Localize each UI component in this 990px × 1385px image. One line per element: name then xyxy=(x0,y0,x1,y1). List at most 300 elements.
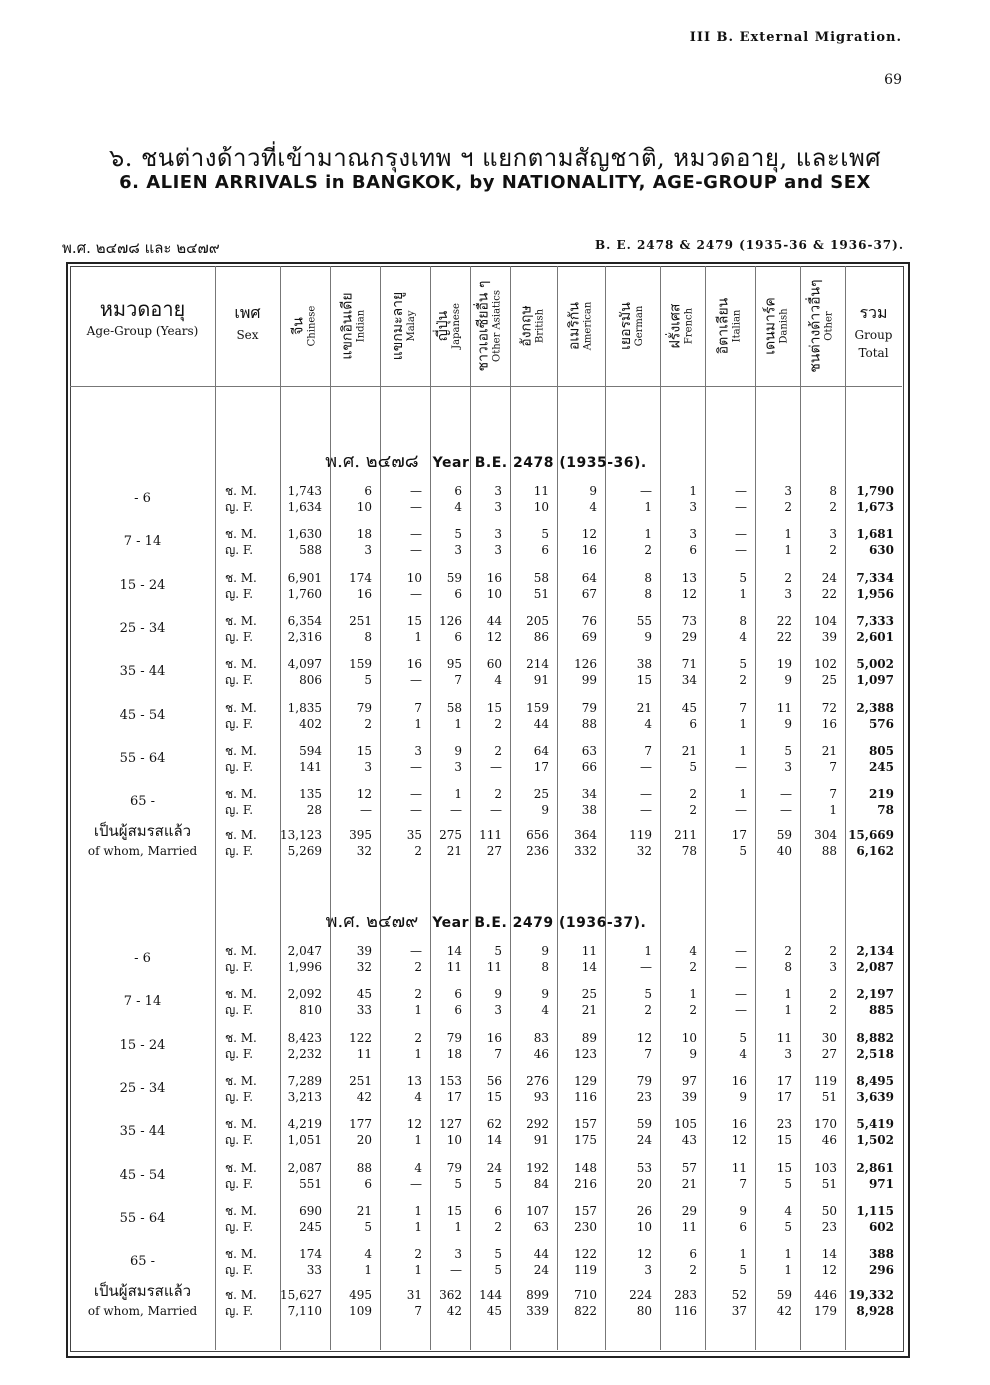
nationality-thai: เดนมาร์ค xyxy=(762,297,779,355)
table-cell: 119 xyxy=(629,828,652,842)
table-cell: 102 xyxy=(814,657,837,671)
table-cell: 21 xyxy=(681,1177,697,1191)
table-cell: 21 xyxy=(681,744,697,758)
table-cell: — xyxy=(735,500,747,514)
table-cell: 656 xyxy=(526,828,549,842)
table-cell: 395 xyxy=(349,828,372,842)
nationality-header xyxy=(755,266,800,386)
table-cell: 9 xyxy=(589,484,597,498)
table-cell: — xyxy=(410,673,422,687)
table-cell: 15 xyxy=(356,744,372,758)
group-total-cell: 8,882 xyxy=(856,1031,894,1045)
table-cell: 551 xyxy=(299,1177,322,1191)
table-cell: 7 xyxy=(494,1047,502,1061)
table-cell: 42 xyxy=(776,1304,792,1318)
table-cell: 2 xyxy=(414,844,422,858)
table-cell: 62 xyxy=(486,1117,502,1131)
table-cell: 76 xyxy=(581,614,597,628)
table-cell: 1 xyxy=(414,630,422,644)
table-cell: 9 xyxy=(454,744,462,758)
table-cell: 6 xyxy=(454,587,462,601)
table-cell: 9 xyxy=(689,1047,697,1061)
title-thai: ๖. ชนต่างด้าวที่เข้ามาณกรุงเทพ ฯ แยกตามสัญชาติ, หมวดอายุ, และเพศ xyxy=(108,144,882,172)
table-cell: 5,269 xyxy=(287,844,322,858)
table-cell: 8 xyxy=(541,960,549,974)
table-cell: 283 xyxy=(674,1288,697,1302)
table-cell: 15 xyxy=(486,1090,502,1104)
table-cell: — xyxy=(410,587,422,601)
table-cell: 177 xyxy=(349,1117,372,1131)
age-group-label: - 6 xyxy=(134,491,151,506)
table-cell: 402 xyxy=(299,717,322,731)
table-cell: 1 xyxy=(414,1220,422,1234)
sex-label-female: ญ. F. xyxy=(225,1047,254,1061)
table-cell: 3 xyxy=(494,543,502,557)
group-total-cell: 576 xyxy=(868,717,894,731)
table-cell: 304 xyxy=(814,828,837,842)
table-cell: 10 xyxy=(486,587,502,601)
group-total-cell: 885 xyxy=(868,1003,894,1017)
table-cell: 4 xyxy=(784,1204,792,1218)
table-cell: 33 xyxy=(356,1003,372,1017)
sex-label-female: ญ. F. xyxy=(225,803,254,817)
group-total-cell: 2,197 xyxy=(856,987,894,1001)
sex-label-male: ช. M. xyxy=(225,1288,257,1302)
table-cell: 10 xyxy=(533,500,549,514)
period-thai: พ.ศ. ๒๔๗๘ และ ๒๔๗๙ xyxy=(62,239,220,257)
table-cell: 44 xyxy=(486,614,502,628)
sex-label-male: ช. M. xyxy=(225,1074,257,1088)
table-cell: 79 xyxy=(581,701,597,715)
table-cell: 80 xyxy=(636,1304,652,1318)
table-cell: 122 xyxy=(574,1247,597,1261)
table-cell: 59 xyxy=(636,1117,652,1131)
table-cell: 7 xyxy=(829,787,837,801)
table-cell: 58 xyxy=(446,701,462,715)
table-cell: 5 xyxy=(494,1177,502,1191)
table-cell: 21 xyxy=(581,1003,597,1017)
table-cell: 1 xyxy=(414,717,422,731)
table-cell: 6 xyxy=(454,484,462,498)
age-group-label: 25 - 34 xyxy=(119,621,166,636)
table-cell: 2 xyxy=(829,1003,837,1017)
group-total-cell: 971 xyxy=(868,1177,894,1191)
table-cell: 127 xyxy=(439,1117,462,1131)
table-cell: 59 xyxy=(446,571,462,585)
table-cell: 2 xyxy=(784,944,792,958)
table-cell: 4 xyxy=(541,1003,549,1017)
table-cell: 11 xyxy=(581,944,597,958)
table-cell: 32 xyxy=(356,844,372,858)
group-total-cell: 5,002 xyxy=(856,657,894,671)
table-cell: 10 xyxy=(356,500,372,514)
group-total-cell: 2,388 xyxy=(856,701,894,715)
table-cell: 3 xyxy=(494,500,502,514)
table-cell: 3 xyxy=(494,484,502,498)
table-cell: — xyxy=(780,787,792,801)
nationality-header xyxy=(800,266,845,386)
table-cell: 11 xyxy=(533,484,549,498)
table-cell: 2 xyxy=(829,543,837,557)
table-cell: 6 xyxy=(494,1204,502,1218)
table-cell: 4 xyxy=(454,500,462,514)
table-cell: 21 xyxy=(446,844,462,858)
table-cell: 3 xyxy=(784,484,792,498)
table-cell: 16 xyxy=(486,1031,502,1045)
table-cell: — xyxy=(735,960,747,974)
table-cell: 144 xyxy=(479,1288,502,1302)
table-cell: 9 xyxy=(739,1204,747,1218)
group-total-cell: 1,790 xyxy=(856,484,894,498)
nationality-header xyxy=(705,266,755,386)
table-cell: 170 xyxy=(814,1117,837,1131)
table-cell: 52 xyxy=(731,1288,747,1302)
group-total-cell: 245 xyxy=(868,760,894,774)
table-cell: 174 xyxy=(299,1247,322,1261)
table-cell: 1 xyxy=(784,1263,792,1277)
table-cell: 31 xyxy=(406,1288,422,1302)
table-cell: 2 xyxy=(739,673,747,687)
table-cell: 11 xyxy=(776,1031,792,1045)
nationality-thai: อังกฤษ xyxy=(518,305,535,347)
table-cell: 7 xyxy=(644,744,652,758)
nationality-english: British xyxy=(534,308,546,344)
nationality-header xyxy=(430,266,470,386)
table-cell: 13 xyxy=(406,1074,422,1088)
group-total-cell: 1,115 xyxy=(856,1204,894,1218)
age-group-label: - 6 xyxy=(134,951,151,966)
table-cell: 20 xyxy=(356,1133,372,1147)
table-cell: 2 xyxy=(829,987,837,1001)
sex-label-male: ช. M. xyxy=(225,571,257,585)
table-cell: 5 xyxy=(784,744,792,758)
table-cell: 29 xyxy=(681,630,697,644)
table-cell: 214 xyxy=(526,657,549,671)
sex-label-male: ช. M. xyxy=(225,1117,257,1131)
group-total-cell: 1,956 xyxy=(856,587,894,601)
sex-label-female: ญ. F. xyxy=(225,1003,254,1017)
table-cell: 5 xyxy=(494,1247,502,1261)
nationality-header-label xyxy=(809,279,837,372)
table-cell: 7 xyxy=(454,673,462,687)
sex-label-female: ญ. F. xyxy=(225,630,254,644)
table-cell: 9 xyxy=(494,987,502,1001)
table-cell: 11 xyxy=(731,1161,747,1175)
table-cell: 2,092 xyxy=(287,987,322,1001)
table-cell: 1,760 xyxy=(287,587,322,601)
table-cell: 275 xyxy=(439,828,462,842)
table-cell: 2 xyxy=(784,500,792,514)
sex-label-female: ญ. F. xyxy=(225,673,254,687)
married-label-thai: เป็นผู้สมรสแล้ว xyxy=(93,1282,192,1300)
table-cell: 67 xyxy=(581,587,597,601)
nationality-thai: ฝรั่งเศส xyxy=(667,303,684,349)
group-total-cell: 5,419 xyxy=(856,1117,894,1131)
table-cell: — xyxy=(410,527,422,541)
sex-label-male: ช. M. xyxy=(225,1161,257,1175)
table-cell: 10 xyxy=(681,1031,697,1045)
table-cell: 1 xyxy=(364,1263,372,1277)
table-cell: 2 xyxy=(414,1031,422,1045)
age-group-label: 15 - 24 xyxy=(119,578,166,593)
table-cell: 88 xyxy=(581,717,597,731)
table-cell: 12 xyxy=(581,527,597,541)
table-cell: 1 xyxy=(784,527,792,541)
table-cell: 91 xyxy=(533,673,549,687)
nationality-thai: ชาวเอเซียอื่น ๆ xyxy=(475,280,492,372)
table-cell: 6,354 xyxy=(287,614,322,628)
table-cell: 50 xyxy=(821,1204,837,1218)
group-total-cell: 2,861 xyxy=(856,1161,894,1175)
nationality-english: Indian xyxy=(356,309,368,343)
table-cell: 135 xyxy=(299,787,322,801)
age-group-header-thai: หมวดอายุ xyxy=(99,297,186,321)
table-cell: 2 xyxy=(689,803,697,817)
table-cell: 1 xyxy=(414,1003,422,1017)
table-cell: 83 xyxy=(533,1031,549,1045)
nationality-thai: ญี่ปุ่น xyxy=(435,310,451,342)
table-cell: 44 xyxy=(533,1247,549,1261)
table-cell: 7,110 xyxy=(287,1304,322,1318)
table-cell: 3 xyxy=(454,1247,462,1261)
column-rule xyxy=(215,266,216,1350)
table-cell: 25 xyxy=(533,787,549,801)
table-cell: — xyxy=(735,987,747,1001)
table-cell: 7 xyxy=(739,1177,747,1191)
table-cell: 2 xyxy=(829,944,837,958)
sex-label-female: ญ. F. xyxy=(225,960,254,974)
group-total-cell: 6,162 xyxy=(856,844,894,858)
table-cell: 23 xyxy=(636,1090,652,1104)
table-cell: — xyxy=(410,484,422,498)
sex-label-female: ญ. F. xyxy=(225,543,254,557)
table-cell: 4 xyxy=(739,1047,747,1061)
table-cell: 9 xyxy=(784,673,792,687)
table-cell: 24 xyxy=(486,1161,502,1175)
table-cell: — xyxy=(640,484,652,498)
table-cell: 4 xyxy=(589,500,597,514)
table-cell: 1,996 xyxy=(287,960,322,974)
table-cell: 175 xyxy=(574,1133,597,1147)
table-cell: 3 xyxy=(454,543,462,557)
sex-label-female: ญ. F. xyxy=(225,760,254,774)
age-group-label: 7 - 14 xyxy=(123,994,162,1009)
table-cell: 27 xyxy=(486,844,502,858)
table-cell: 71 xyxy=(681,657,697,671)
sex-label-female: ญ. F. xyxy=(225,717,254,731)
table-cell: 39 xyxy=(821,630,837,644)
nationality-header-label xyxy=(716,298,744,355)
nationality-thai: เยอรมัน xyxy=(617,302,634,350)
table-cell: 126 xyxy=(439,614,462,628)
period-english: B. E. 2478 & 2479 (1935-36 & 1936-37). xyxy=(594,238,904,252)
table-cell: 5 xyxy=(784,1220,792,1234)
table-cell: 179 xyxy=(814,1304,837,1318)
table-cell: 16 xyxy=(486,571,502,585)
table-cell: 15 xyxy=(406,614,422,628)
table-cell: 12 xyxy=(681,587,697,601)
table-cell: — xyxy=(360,803,372,817)
table-cell: 53 xyxy=(636,1161,652,1175)
table-cell: 51 xyxy=(821,1177,837,1191)
age-group-label: 35 - 44 xyxy=(119,1124,166,1139)
age-group-label: 7 - 14 xyxy=(123,534,162,549)
table-cell: 21 xyxy=(356,1204,372,1218)
nationality-header xyxy=(557,266,605,386)
table-cell: 1 xyxy=(644,944,652,958)
table-cell: 2 xyxy=(644,543,652,557)
table-cell: 153 xyxy=(439,1074,462,1088)
table-cell: 7,289 xyxy=(287,1074,322,1088)
table-cell: 43 xyxy=(681,1133,697,1147)
table-cell: 27 xyxy=(821,1047,837,1061)
table-cell: 806 xyxy=(299,673,322,687)
table-cell: 59 xyxy=(776,1288,792,1302)
sex-label-female: ญ. F. xyxy=(225,1220,254,1234)
table-cell: 64 xyxy=(581,571,597,585)
table-cell: 15 xyxy=(776,1161,792,1175)
table-cell: 251 xyxy=(349,1074,372,1088)
table-cell: 15 xyxy=(486,701,502,715)
table-cell: 16 xyxy=(581,543,597,557)
age-group-label: 45 - 54 xyxy=(119,708,166,723)
table-cell: 12 xyxy=(356,787,372,801)
table-cell: 8 xyxy=(784,960,792,974)
table-cell: 5 xyxy=(364,1220,372,1234)
table-cell: — xyxy=(735,803,747,817)
table-cell: 21 xyxy=(821,744,837,758)
nationality-header xyxy=(380,266,430,386)
table-cell: 2 xyxy=(644,1003,652,1017)
group-total-cell: 8,928 xyxy=(856,1304,894,1318)
nationality-thai: ชนต่างด้าวอื่นๆ xyxy=(807,279,824,373)
table-cell: 6 xyxy=(689,717,697,731)
table-cell: 8,423 xyxy=(287,1031,322,1045)
group-total-cell: 630 xyxy=(868,543,894,557)
running-header: III B. External Migration. xyxy=(689,30,902,45)
table-cell: 84 xyxy=(533,1177,549,1191)
year-title-thai: พ.ศ. ๒๔๗๘ xyxy=(325,451,419,472)
table-cell: 1 xyxy=(829,803,837,817)
table-cell: 14 xyxy=(486,1133,502,1147)
table-cell: 79 xyxy=(636,1074,652,1088)
table-cell: 2 xyxy=(784,571,792,585)
table-cell: 3 xyxy=(494,1003,502,1017)
group-total-cell: 1,097 xyxy=(856,673,894,687)
sex-header-thai: เพศ xyxy=(234,303,261,322)
table-cell: 15 xyxy=(776,1133,792,1147)
table-cell: 5 xyxy=(494,1263,502,1277)
table-cell: — xyxy=(735,1003,747,1017)
table-cell: 107 xyxy=(526,1204,549,1218)
table-cell: 157 xyxy=(574,1117,597,1131)
table-cell: 104 xyxy=(814,614,837,628)
year-title-english: Year B.E. 2479 (1936-37). xyxy=(432,915,647,931)
table-cell: 2 xyxy=(364,717,372,731)
age-group-label: 55 - 64 xyxy=(119,1211,166,1226)
table-cell: 362 xyxy=(439,1288,462,1302)
nationality-english: American xyxy=(582,301,594,351)
nationality-header xyxy=(470,266,510,386)
table-cell: 5 xyxy=(644,987,652,1001)
nationality-english: Other xyxy=(823,311,835,341)
table-cell: 4 xyxy=(414,1161,422,1175)
nationality-header-label xyxy=(476,281,504,372)
table-cell: 3 xyxy=(364,760,372,774)
nationality-english: Danish xyxy=(778,308,790,344)
table-cell: 25 xyxy=(581,987,597,1001)
table-cell: 2 xyxy=(494,717,502,731)
table-cell: 339 xyxy=(526,1304,549,1318)
table-cell: 12 xyxy=(636,1031,652,1045)
sex-header-english: Sex xyxy=(236,328,259,342)
table-cell: 11 xyxy=(446,960,462,974)
table-cell: 19 xyxy=(776,657,792,671)
sex-header xyxy=(215,300,280,344)
table-cell: — xyxy=(410,1177,422,1191)
table-cell: — xyxy=(640,787,652,801)
group-total-header xyxy=(845,300,902,362)
age-group-label: 15 - 24 xyxy=(119,1038,166,1053)
table-cell: 16 xyxy=(356,587,372,601)
table-cell: 6 xyxy=(454,1003,462,1017)
table-cell: 4 xyxy=(644,717,652,731)
table-cell: 245 xyxy=(299,1220,322,1234)
table-cell: 46 xyxy=(533,1047,549,1061)
table-cell: 79 xyxy=(356,701,372,715)
table-cell: 1 xyxy=(784,987,792,1001)
table-cell: 4 xyxy=(739,630,747,644)
table-cell: 38 xyxy=(581,803,597,817)
table-cell: — xyxy=(410,787,422,801)
table-cell: 6 xyxy=(454,987,462,1001)
sex-label-male: ช. M. xyxy=(225,484,257,498)
table-cell: 211 xyxy=(674,828,697,842)
table-cell: 3 xyxy=(364,543,372,557)
group-total-cell: 2,087 xyxy=(856,960,894,974)
table-cell: 3 xyxy=(784,760,792,774)
age-group-label: 65 - xyxy=(129,1254,156,1269)
table-cell: 159 xyxy=(526,701,549,715)
table-cell: 6 xyxy=(541,543,549,557)
table-cell: 690 xyxy=(299,1204,322,1218)
table-cell: 8 xyxy=(644,587,652,601)
nationality-english: Japanese xyxy=(451,303,462,349)
table-cell: 5 xyxy=(739,571,747,585)
age-group-label: 35 - 44 xyxy=(119,664,166,679)
nationality-header xyxy=(660,266,705,386)
table-cell: 7 xyxy=(414,701,422,715)
table-cell: 4 xyxy=(494,673,502,687)
table-cell: 5 xyxy=(784,1177,792,1191)
sex-label-female: ญ. F. xyxy=(225,1263,254,1277)
table-cell: 6 xyxy=(689,543,697,557)
table-cell: — xyxy=(490,760,502,774)
table-cell: 1 xyxy=(454,1220,462,1234)
table-cell: 5 xyxy=(739,657,747,671)
table-cell: 24 xyxy=(533,1263,549,1277)
sex-label-male: ช. M. xyxy=(225,987,257,1001)
table-cell: 29 xyxy=(681,1204,697,1218)
table-cell: 1 xyxy=(739,787,747,801)
table-cell: 42 xyxy=(356,1090,372,1104)
sex-label-male: ช. M. xyxy=(225,1204,257,1218)
table-cell: 66 xyxy=(581,760,597,774)
table-cell: 6 xyxy=(689,1247,697,1261)
table-cell: — xyxy=(410,543,422,557)
table-cell: 594 xyxy=(299,744,322,758)
table-cell: 446 xyxy=(814,1288,837,1302)
